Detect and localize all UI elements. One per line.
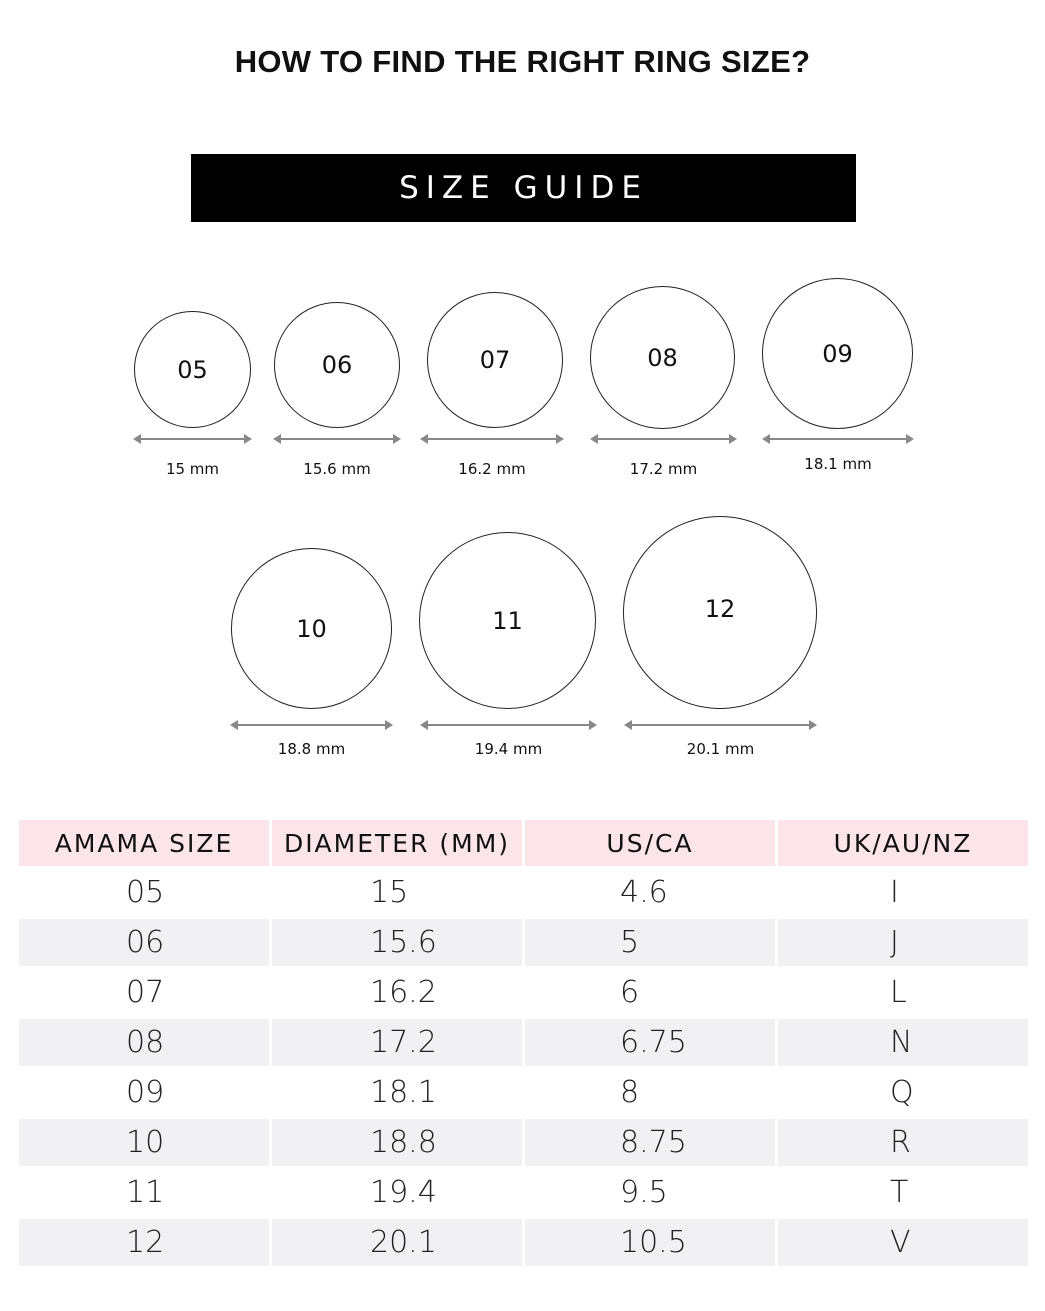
cell-amama-size: 05 [126,875,165,910]
cell-uk-au-nz: T [890,1175,909,1210]
ring-size-label: 11 [492,606,523,635]
cell-diameter: 18.1 [370,1075,437,1110]
ring-diameter-label: 20.1 mm [686,740,755,758]
diameter-arrow [590,433,737,445]
cell-uk-au-nz: J [778,919,1028,966]
table-row [19,1219,1028,1266]
table-row [19,1169,1028,1216]
header-diameter: DIAMETER (MM) [272,820,522,866]
header-amama-size: AMAMA SIZE [19,820,269,866]
cell-diameter: 18.8 [272,1119,522,1166]
cell-diameter: 15.6 [272,919,522,966]
cell-uk-au-nz: V [778,1219,1028,1266]
ring-size-label: 08 [647,343,678,372]
table-header-row [19,820,1028,866]
cell-uk-au-nz: R [778,1119,1028,1166]
diameter-arrow [420,433,564,445]
ring-diameter-label: 19.4 mm [474,740,543,758]
table-row [19,969,1028,1016]
size-guide-banner [191,154,856,222]
cell-uk-au-nz: Q [890,1075,914,1110]
cell-us-ca: 6.75 [525,1019,775,1066]
cell-uk-au-nz: N [778,1019,1028,1066]
diameter-arrow [230,719,393,731]
table-row [19,1019,1028,1066]
ring-size-label: 09 [822,339,853,368]
header-uk-au-nz: UK/AU/NZ [778,820,1028,866]
table-row [19,869,1028,916]
ring-diameter-label: 15.6 mm [303,460,371,478]
diameter-arrow [133,433,252,445]
diameter-arrow [624,719,817,731]
cell-us-ca: 5 [525,919,775,966]
header-us-ca: US/CA [525,820,775,866]
ring-12 [623,516,817,709]
ring-10 [231,548,392,709]
diameter-arrow [273,433,401,445]
cell-diameter: 19.4 [370,1175,437,1210]
cell-amama-size: 08 [19,1019,269,1066]
ring-09 [762,278,913,429]
table-row [19,1069,1028,1116]
ring-diameter-label: 15 mm [165,460,220,478]
cell-amama-size: 10 [19,1119,269,1166]
cell-diameter: 15 [370,875,409,910]
cell-us-ca: 9.5 [620,1175,668,1210]
cell-us-ca: 8.75 [525,1119,775,1166]
cell-amama-size: 11 [126,1175,165,1210]
ring-size-label: 06 [321,351,353,379]
cell-amama-size: 06 [19,919,269,966]
ring-11 [419,532,596,709]
ring-08 [590,286,735,429]
size-table [16,817,1031,1269]
cell-uk-au-nz: L [890,975,907,1010]
ring-size-label: 10 [296,614,327,643]
ring-size-label: 12 [704,594,736,623]
ring-diameter-label: 18.8 mm [277,740,346,758]
ring-diameter-label: 17.2 mm [629,460,698,478]
ring-diameter-label: 18.1 mm [804,455,872,473]
cell-amama-size: 12 [19,1219,269,1266]
cell-amama-size: 09 [126,1075,165,1110]
ring-06 [274,302,400,428]
cell-diameter: 17.2 [272,1019,522,1066]
ring-size-label: 07 [479,346,511,374]
table-row [19,919,1028,966]
table-row [19,1119,1028,1166]
cell-diameter: 20.1 [272,1219,522,1266]
ring-size-label: 05 [177,355,208,384]
diameter-arrow [762,433,914,445]
page-title: HOW TO FIND THE RIGHT RING SIZE? [234,44,811,79]
cell-us-ca: 6 [620,975,640,1010]
cell-us-ca: 4.6 [620,875,668,910]
cell-diameter: 16.2 [370,975,437,1010]
ring-diameter-label: 16.2 mm [458,460,526,478]
size-guide-label: SIZE GUIDE [399,170,648,206]
cell-uk-au-nz: I [890,875,899,910]
ring-05 [134,311,251,428]
diameter-arrow [420,719,597,731]
cell-amama-size: 07 [126,975,165,1010]
ring-07 [427,292,563,428]
cell-us-ca: 8 [620,1075,640,1110]
cell-us-ca: 10.5 [525,1219,775,1266]
